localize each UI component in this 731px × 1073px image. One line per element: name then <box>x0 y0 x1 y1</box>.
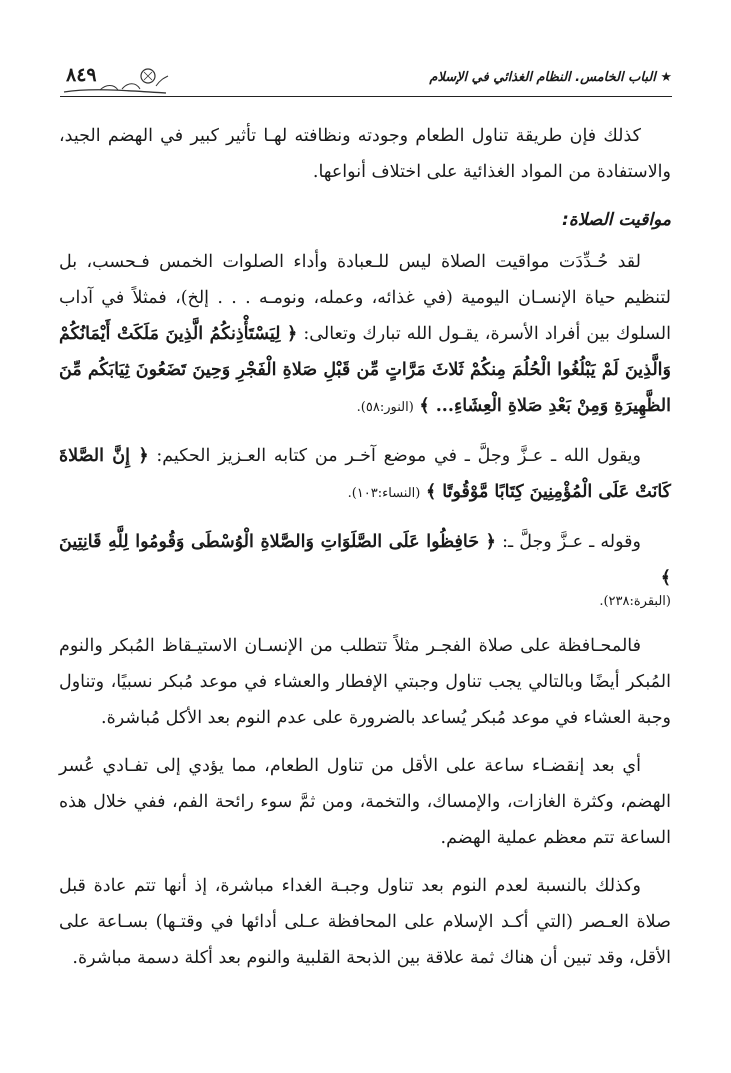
paragraph-with-verse <box>59 524 671 596</box>
paragraph-text: وقوله ـ عـزَّ وجلَّ ـ: <box>502 532 641 552</box>
quran-verse: ﴿ إِنَّ الصَّلاةَ كَانَتْ عَلَى الْمُؤْمِنِينَ كِتَابًا مَّوْقُوتًا ﴾ <box>59 446 671 502</box>
verse-reference: (النور:٥٨). <box>356 400 414 415</box>
paragraph: فالمحـافظة على صلاة الفجـر مثلاً تتطلب من الإنسـان الاستيـقاظ المُبكر والنوم المُبكر أيضًا وبالتالي يجب تناول وجبتي الإفطار والعشاء في موعد مُبكر نسبيًا، وتناول وجبة العشاء في موعد مُبكر يُساعد بالضرورة على عدم النوم بعد الأكل مُباشرة. <box>59 636 671 728</box>
paragraph: كذلك فإن طريقة تناول الطعام وجودته ونظافته لهـا تأثير كبير في الهضم الجيد، والاستفادة من المواد الغذائية على اختلاف أنواعها. <box>59 126 671 182</box>
quran-verse: ﴿ حَافِظُوا عَلَى الصَّلَوَاتِ وَالصَّلاةِ الْوُسْطَى وَقُومُوا لِلَّهِ قَانِتِينَ ﴾ <box>59 532 671 588</box>
page-header <box>60 62 672 97</box>
running-title: ★ الباب الخامس. النظام الغذائي في الإسلام <box>429 70 672 85</box>
paragraph-with-verse <box>59 244 671 426</box>
verse-reference: (البقرة:٢٣٨). <box>599 594 671 609</box>
paragraph-text: لقد حُـدِّدَت مواقيت الصلاة ليس للـعبادة وأداء الصلوات الخمس فـحسب، بل لتنظيم حياة الإنسـان اليومية (في غذائه، وعمله، ونومـه . . . إلخ)، فمثلاً في آداب السلوك بين أفراد الأسرة، يقـول الله تبارك وتعالى: <box>59 252 671 344</box>
quran-verse: ﴿ لِيَسْتَأْذِنكُمُ الَّذِينَ مَلَكَتْ أَيْمَانُكُمْ وَالَّذِينَ لَمْ يَبْلُغُوا الْحُلُمَ مِنكُمْ ثَلاثَ مَرَّاتٍ مِّن قَبْلِ صَلاةِ الْفَجْرِ وَحِينَ تَضَعُونَ ثِيَابَكُم مِّنَ الظَّهِيرَةِ وَمِنْ بَعْدِ صَلاةِ الْعِشَاءِ... ﴾ <box>59 324 672 416</box>
paragraph-text: ويقول الله ـ عـزَّ وجلَّ ـ في موضع آخـر من كتابه العـزيز الحكيم: <box>156 446 641 466</box>
paragraph-with-verse <box>59 438 671 512</box>
verse-reference: (النساء:١٠٣). <box>347 486 421 501</box>
section-heading: مواقيت الصلاة: <box>562 210 671 230</box>
paragraph: أي بعد إنقضـاء ساعة على الأقل من تناول الطعام، مما يؤدي إلى تفـادي عُسر الهضم، وكثرة الغازات، والإمساك، والتخمة، ومن ثمَّ سوء رائحة الفم، ففي خلال هذه الساعة تتم معظم عملية الهضم. <box>59 756 671 848</box>
page-number: ٨٤٩ <box>66 64 97 86</box>
page-body <box>59 118 671 988</box>
paragraph: وكذلك بالنسبة لعدم النوم بعد تناول وجبـة الغداء مباشرة، إذ أنها تتم عادة قبل صلاة العـصر (التي أكـد الإسلام على المحافظة عـلى أدائها في وقتـها) بسـاعة على الأقل، وقد تبين أن هناك ثمة علاقة بين الذبحة القلبية والنوم بعد أكلة دسمة مباشرة. <box>59 876 671 968</box>
